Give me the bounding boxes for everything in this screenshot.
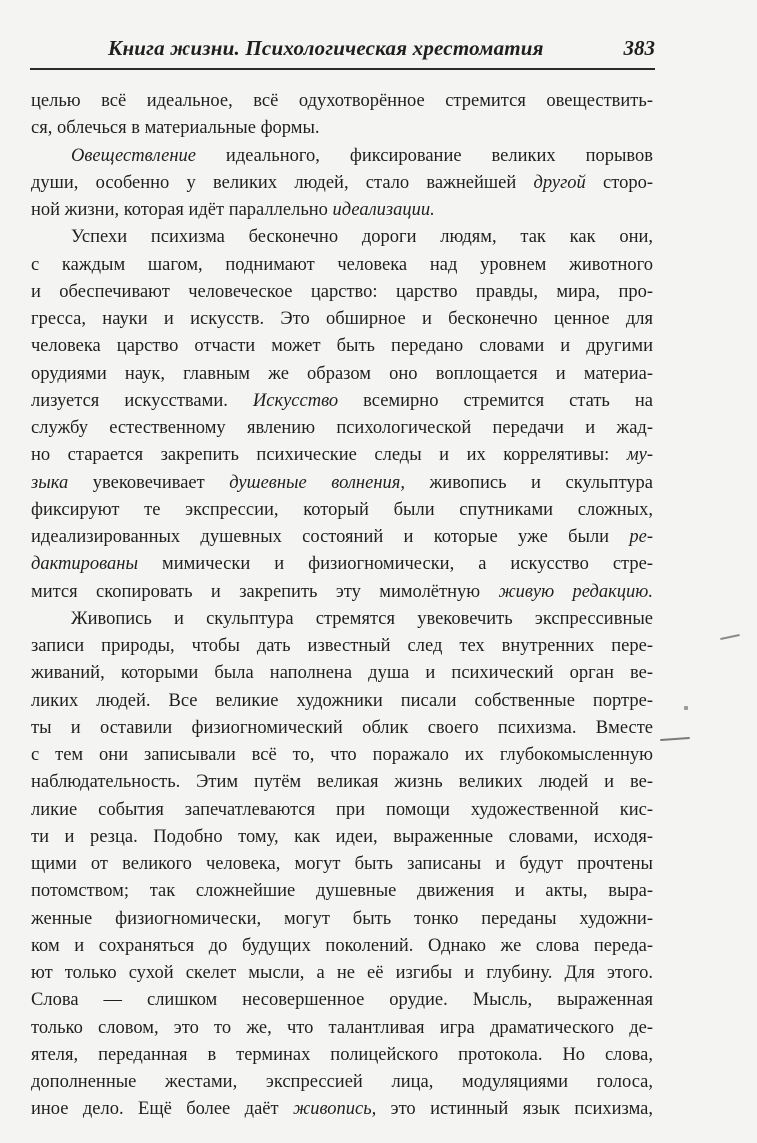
text-run: сторо-	[585, 172, 654, 193]
text-line	[31, 252, 653, 279]
text-line	[31, 361, 653, 388]
text-line	[31, 688, 653, 715]
text-run: человека царство отчасти может быть передано словами и другими	[31, 336, 653, 357]
italic-text: Овеществление	[71, 145, 196, 166]
text-line	[31, 660, 653, 687]
text-line	[31, 470, 653, 497]
text-run: ты и оставили физиогномический облик своего психизма. Вместе	[31, 717, 653, 738]
page-number: 383	[623, 36, 655, 60]
text-line	[31, 960, 653, 987]
text-line	[31, 497, 653, 524]
text-line	[31, 88, 653, 115]
text-line	[31, 551, 653, 578]
text-line	[31, 715, 653, 742]
text-line	[31, 224, 653, 251]
running-title: Книга жизни. Психологическая хрестоматия	[108, 36, 544, 60]
italic-text: другой	[533, 172, 586, 193]
text-run: лизуется искусствами.	[31, 390, 253, 411]
text-run: записи природы, чтобы дать известный след тех внутренних пере-	[31, 636, 653, 656]
text-line	[31, 824, 653, 851]
text-line	[31, 524, 653, 551]
header-rule	[30, 68, 655, 70]
text-run: потомством; так сложнейшие душевные движения и акты, выра-	[31, 881, 653, 902]
text-line	[31, 415, 653, 442]
text-run: идеализированных душевных состояний и которые уже были	[31, 527, 630, 547]
text-run: женные физиогномически, могут быть тонко переданы художни-	[31, 908, 653, 929]
scan-mark	[684, 706, 688, 710]
text-run: всемирно стремится стать на	[338, 390, 653, 411]
text-run: ликих людей. Все великие художники писали собственные портре-	[31, 690, 653, 711]
text-line	[31, 797, 653, 824]
text-line	[31, 1042, 653, 1069]
text-run: службу естественному явлению психологической передачи и жад-	[31, 418, 653, 438]
running-head	[30, 36, 655, 68]
text-line	[31, 933, 653, 960]
scan-mark	[660, 737, 690, 741]
text-line	[31, 878, 653, 905]
body-text	[31, 88, 653, 1124]
italic-text: живую редакцию.	[498, 581, 653, 602]
text-run: ятеля, переданная в терминах полицейского протокола. Но слова,	[31, 1044, 653, 1065]
text-run: Слова — слишком несовершенное орудие. Мысль, выраженная	[31, 990, 653, 1011]
text-run: и обеспечивают человеческое царство: царство правды, мира, про-	[31, 281, 653, 302]
text-line	[31, 606, 653, 633]
text-line	[31, 279, 653, 306]
italic-text: идеализации.	[332, 200, 435, 220]
text-run: идеального, фиксирование великих порывов	[195, 145, 653, 166]
text-run: ся, облечься в материальные формы.	[31, 118, 320, 139]
text-line	[31, 388, 653, 415]
text-run: наблюдательность. Этим путём великая жизнь великих людей и ве-	[31, 772, 653, 793]
text-run: целью всё идеальное, всё одухотворённое стремится овеществить-	[31, 91, 653, 111]
text-line	[31, 170, 653, 197]
text-run: дополненные жестами, экспрессией лица, модуляциями голоса,	[31, 1072, 653, 1092]
text-run: Успехи психизма бесконечно дороги людям, так как они,	[71, 227, 653, 248]
text-run: ной жизни, которая идёт параллельно	[31, 200, 333, 220]
text-line	[31, 579, 653, 606]
text-run: это истинный язык психизма,	[376, 1099, 653, 1120]
text-line	[31, 906, 653, 933]
text-run: щими от великого человека, могут быть записаны и будут прочтены	[31, 854, 653, 874]
text-run: мится скопировать и закрепить эту мимолётную	[31, 581, 499, 602]
text-run: увековечивает	[68, 472, 230, 493]
text-run: гресса, науки и искусств. Это обширное и бесконечно ценное для	[31, 309, 653, 329]
text-line	[31, 306, 653, 333]
scan-mark	[720, 634, 740, 640]
text-line	[31, 197, 653, 224]
text-run: ти и резца. Подобно тому, как идеи, выраженные словами, исходя-	[31, 826, 653, 847]
text-run: ком и сохраняться до будущих поколений. Однако же слова переда-	[31, 935, 653, 956]
text-run: с каждым шагом, поднимают человека над уровнем животного	[31, 254, 653, 275]
text-line	[31, 442, 653, 469]
text-line	[31, 987, 653, 1014]
italic-text: му-	[626, 445, 653, 466]
text-line	[31, 769, 653, 796]
text-line	[31, 1096, 653, 1123]
text-run: живаний, которыми была наполнена душа и психический орган ве-	[31, 663, 653, 684]
text-run: орудиями наук, главным же образом оно воплощается и материа-	[31, 363, 653, 384]
text-line	[31, 633, 653, 660]
text-run: ют только сухой скелет мысли, а не её изгибы и глубину. Для этого.	[31, 963, 653, 983]
text-run: но старается закрепить психические следы и их коррелятивы:	[31, 445, 627, 466]
text-line	[31, 1015, 653, 1042]
text-line	[31, 1069, 653, 1096]
italic-text: ре-	[629, 527, 653, 547]
text-run: с тем они записывали всё то, что поражало их глубокомысленную	[31, 745, 653, 765]
italic-text: душевные волнения,	[229, 472, 405, 493]
text-line	[31, 143, 653, 170]
text-line	[31, 742, 653, 769]
text-run: фиксируют те экспрессии, который были спутниками сложных,	[31, 499, 653, 520]
text-run: мимически и физиогномически, а искусство стре-	[138, 554, 653, 575]
text-run: ликие события запечатлеваются при помощи художественной кис-	[31, 799, 653, 820]
text-run: Живопись и скульптура стремятся увековечить экспрессивные	[71, 608, 653, 629]
text-line	[31, 115, 653, 142]
italic-text: живопись,	[293, 1099, 377, 1120]
text-run: иное дело. Ещё более даёт	[31, 1099, 293, 1120]
text-run: только словом, это то же, что талантливая игра драматического де-	[31, 1017, 653, 1038]
italic-text: Искусство	[252, 390, 339, 411]
text-line	[31, 333, 653, 360]
text-run: живопись и скульптура	[404, 472, 654, 493]
italic-text: дактированы	[31, 554, 138, 575]
text-line	[31, 851, 653, 878]
text-run: души, особенно у великих людей, стало важнейшей	[31, 172, 534, 193]
italic-text: зыка	[31, 472, 69, 493]
